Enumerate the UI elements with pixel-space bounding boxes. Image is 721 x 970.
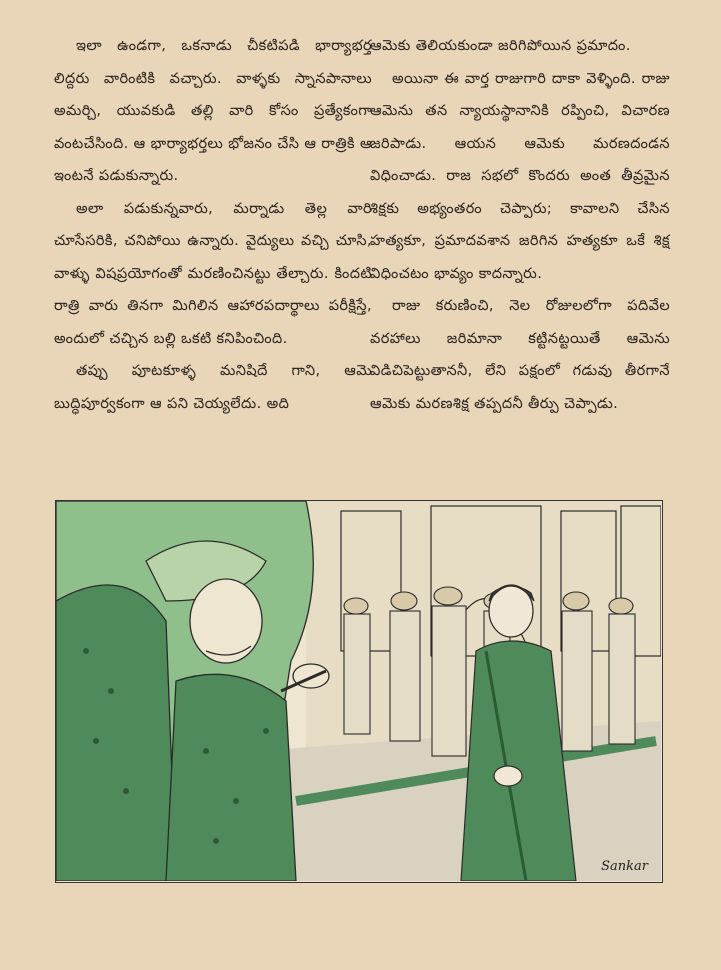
text-column-left [54, 30, 372, 420]
paragraph: రాజు కరుణించి, నెల రోజులలోగా పదివేల వరహాలు జరిమానా కట్టినట్టయితే ఆమెను విడిచిపెట్టుతాననీ, లేని పక్షంలో గడువు తీరగానే ఆమెకు మరణశిక్ష తప్పదనీ తీర్పు చెప్పాడు. [370, 298, 670, 412]
paragraph: అయినా ఈ వార్త రాజుగారి దాకా వెళ్ళింది. రాజు ఆమెను తన న్యాయస్థానానికి రప్పించి, విచారణ జరిపాడు. ఆయన ఆమెకు మరణదండన విధించాడు. రాజ సభలో కొందరు అంత తీవ్రమైన శిక్షకు అభ్యంతరం చెప్పారు; కావాలని చేసిన హత్యకూ, ప్రమాదవశాన జరిగిన హత్యకూ ఒకే శిక్ష విధించటం భావ్యం కాదన్నారు. [370, 70, 670, 282]
paragraph: తప్పు పూటకూళ్ళ మనిషిదే గాని, ఆమె బుద్ధిపూర్వకంగా ఆ పని చెయ్యలేదు. అది [54, 363, 372, 412]
artist-signature: Sankar [601, 859, 648, 874]
paragraph: అలా పడుకున్నవారు, మర్నాడు తెల్ల వారి చూసేసరికి, చనిపోయి ఉన్నారు. వైద్యులు వచ్చి చూసి, వాళ్ళు విషప్రయోగంతో మరణించినట్టు తేల్చారు. కిందటి రాత్రి వారు తినగా మిగిలిన ఆహారపదార్థాలు పరీక్షిస్తే, అందులో చచ్చిన బల్లి ఒకటి కనిపించింది. [54, 200, 372, 347]
paragraph: ఇలా ఉండగా, ఒకనాడు చీకటిపడి భార్యాభర్త లిద్దరు వారింటికి వచ్చారు. వాళ్ళకు స్నానపానాలు అమర్చి, యువకుడి తల్లి వారి కోసం ప్రత్యేకంగా వంటచేసింది. ఆ భార్యాభర్తలు భోజనం చేసి ఆ రాత్రికి ఆ ఇంటనే పడుకున్నారు. [54, 38, 372, 184]
text-column-right [370, 30, 670, 420]
story-illustration [55, 500, 663, 883]
court-scene-drawing [56, 501, 661, 881]
paragraph: ఆమెకు తెలియకుండా జరిగిపోయిన ప్రమాదం. [370, 38, 631, 54]
